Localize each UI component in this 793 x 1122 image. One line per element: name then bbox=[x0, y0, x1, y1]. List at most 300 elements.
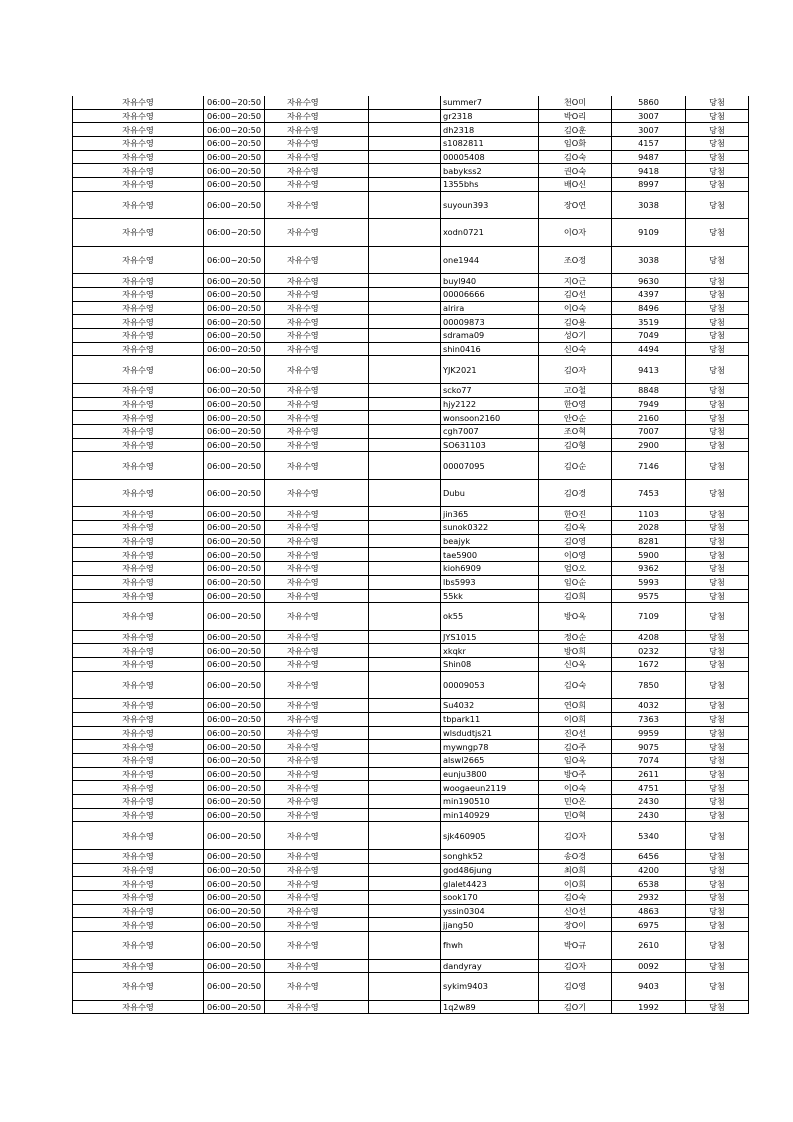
cell-result: 당첨 bbox=[686, 863, 749, 877]
cell-name: 한O진 bbox=[539, 507, 612, 521]
cell-empty bbox=[369, 356, 441, 384]
table-row bbox=[73, 452, 749, 480]
cell-user-id: 00009873 bbox=[441, 315, 539, 329]
table-row bbox=[73, 521, 749, 535]
cell-result: 당첨 bbox=[686, 891, 749, 905]
table-row bbox=[73, 726, 749, 740]
cell-number: 9109 bbox=[612, 219, 686, 247]
cell-program: 자유수영 bbox=[265, 109, 369, 123]
cell-time: 06:00~20:50 bbox=[204, 301, 265, 315]
cell-result: 당첨 bbox=[686, 452, 749, 480]
cell-result: 당첨 bbox=[686, 904, 749, 918]
cell-program: 자유수영 bbox=[265, 383, 369, 397]
cell-name: 이O숙 bbox=[539, 781, 612, 795]
cell-empty bbox=[369, 918, 441, 932]
cell-class-type: 자유수영 bbox=[73, 521, 204, 535]
cell-user-id: dandyray bbox=[441, 959, 539, 973]
cell-name: 김O순 bbox=[539, 452, 612, 480]
cell-name: 권O숙 bbox=[539, 164, 612, 178]
cell-result: 당첨 bbox=[686, 671, 749, 699]
cell-class-type: 자유수영 bbox=[73, 726, 204, 740]
cell-program: 자유수영 bbox=[265, 178, 369, 192]
cell-number: 7949 bbox=[612, 397, 686, 411]
cell-empty bbox=[369, 219, 441, 247]
cell-time: 06:00~20:50 bbox=[204, 96, 265, 109]
cell-result: 당첨 bbox=[686, 164, 749, 178]
cell-result: 당첨 bbox=[686, 822, 749, 850]
cell-result: 당첨 bbox=[686, 754, 749, 768]
cell-time: 06:00~20:50 bbox=[204, 959, 265, 973]
cell-empty bbox=[369, 699, 441, 713]
cell-empty bbox=[369, 164, 441, 178]
table-row bbox=[73, 438, 749, 452]
cell-class-type: 자유수영 bbox=[73, 109, 204, 123]
cell-number: 0232 bbox=[612, 644, 686, 658]
cell-empty bbox=[369, 973, 441, 1001]
cell-empty bbox=[369, 397, 441, 411]
cell-class-type: 자유수영 bbox=[73, 891, 204, 905]
cell-number: 7146 bbox=[612, 452, 686, 480]
cell-number: 3007 bbox=[612, 109, 686, 123]
table-row bbox=[73, 959, 749, 973]
cell-number: 9075 bbox=[612, 740, 686, 754]
cell-user-id: sook170 bbox=[441, 891, 539, 905]
cell-time: 06:00~20:50 bbox=[204, 740, 265, 754]
cell-class-type: 자유수영 bbox=[73, 315, 204, 329]
cell-result: 당첨 bbox=[686, 658, 749, 672]
cell-result: 당첨 bbox=[686, 603, 749, 631]
cell-result: 당첨 bbox=[686, 288, 749, 302]
cell-class-type: 자유수영 bbox=[73, 1000, 204, 1014]
cell-number: 9630 bbox=[612, 274, 686, 288]
cell-name: 민O혁 bbox=[539, 808, 612, 822]
cell-time: 06:00~20:50 bbox=[204, 137, 265, 151]
cell-class-type: 자유수영 bbox=[73, 973, 204, 1001]
cell-class-type: 자유수영 bbox=[73, 534, 204, 548]
cell-class-type: 자유수영 bbox=[73, 767, 204, 781]
cell-program: 자유수영 bbox=[265, 246, 369, 274]
cell-user-id: jjang50 bbox=[441, 918, 539, 932]
cell-program: 자유수영 bbox=[265, 288, 369, 302]
table-row bbox=[73, 630, 749, 644]
cell-time: 06:00~20:50 bbox=[204, 808, 265, 822]
cell-empty bbox=[369, 411, 441, 425]
cell-time: 06:00~20:50 bbox=[204, 795, 265, 809]
cell-result: 당첨 bbox=[686, 521, 749, 535]
cell-result: 당첨 bbox=[686, 329, 749, 343]
cell-empty bbox=[369, 383, 441, 397]
cell-number: 1672 bbox=[612, 658, 686, 672]
cell-class-type: 자유수영 bbox=[73, 863, 204, 877]
cell-number: 1992 bbox=[612, 1000, 686, 1014]
cell-program: 자유수영 bbox=[265, 315, 369, 329]
cell-number: 9413 bbox=[612, 356, 686, 384]
cell-class-type: 자유수영 bbox=[73, 191, 204, 219]
cell-program: 자유수영 bbox=[265, 767, 369, 781]
cell-number: 4863 bbox=[612, 904, 686, 918]
cell-number: 2028 bbox=[612, 521, 686, 535]
cell-result: 당첨 bbox=[686, 712, 749, 726]
cell-class-type: 자유수영 bbox=[73, 383, 204, 397]
cell-user-id: Su4032 bbox=[441, 699, 539, 713]
cell-name: 김O선 bbox=[539, 288, 612, 302]
cell-program: 자유수영 bbox=[265, 671, 369, 699]
cell-class-type: 자유수영 bbox=[73, 246, 204, 274]
cell-class-type: 자유수영 bbox=[73, 699, 204, 713]
cell-result: 당첨 bbox=[686, 246, 749, 274]
cell-name: 진O선 bbox=[539, 726, 612, 740]
cell-time: 06:00~20:50 bbox=[204, 507, 265, 521]
table-row bbox=[73, 123, 749, 137]
cell-time: 06:00~20:50 bbox=[204, 191, 265, 219]
cell-name: 장O이 bbox=[539, 918, 612, 932]
cell-name: 김O영 bbox=[539, 534, 612, 548]
cell-result: 당첨 bbox=[686, 178, 749, 192]
cell-program: 자유수영 bbox=[265, 411, 369, 425]
cell-number: 3038 bbox=[612, 191, 686, 219]
cell-result: 당첨 bbox=[686, 644, 749, 658]
cell-user-id: songhk52 bbox=[441, 849, 539, 863]
cell-number: 2160 bbox=[612, 411, 686, 425]
cell-name: 이O영 bbox=[539, 548, 612, 562]
cell-name: 이O숙 bbox=[539, 301, 612, 315]
cell-number: 7109 bbox=[612, 603, 686, 631]
cell-user-id: hjy2122 bbox=[441, 397, 539, 411]
cell-empty bbox=[369, 479, 441, 507]
table-row bbox=[73, 712, 749, 726]
table-row bbox=[73, 699, 749, 713]
cell-result: 당첨 bbox=[686, 479, 749, 507]
cell-class-type: 자유수영 bbox=[73, 932, 204, 960]
cell-user-id: Dubu bbox=[441, 479, 539, 507]
cell-class-type: 자유수영 bbox=[73, 356, 204, 384]
cell-time: 06:00~20:50 bbox=[204, 918, 265, 932]
cell-program: 자유수영 bbox=[265, 342, 369, 356]
cell-program: 자유수영 bbox=[265, 150, 369, 164]
table-row bbox=[73, 329, 749, 343]
cell-user-id: xodn0721 bbox=[441, 219, 539, 247]
cell-empty bbox=[369, 891, 441, 905]
cell-class-type: 자유수영 bbox=[73, 671, 204, 699]
cell-empty bbox=[369, 603, 441, 631]
cell-name: 연O희 bbox=[539, 699, 612, 713]
cell-empty bbox=[369, 452, 441, 480]
cell-empty bbox=[369, 178, 441, 192]
table-row bbox=[73, 904, 749, 918]
cell-time: 06:00~20:50 bbox=[204, 822, 265, 850]
cell-empty bbox=[369, 438, 441, 452]
cell-number: 2610 bbox=[612, 932, 686, 960]
cell-time: 06:00~20:50 bbox=[204, 726, 265, 740]
cell-empty bbox=[369, 301, 441, 315]
cell-empty bbox=[369, 191, 441, 219]
cell-number: 9487 bbox=[612, 150, 686, 164]
table-row bbox=[73, 425, 749, 439]
cell-name: 김O옥 bbox=[539, 521, 612, 535]
cell-empty bbox=[369, 1000, 441, 1014]
cell-class-type: 자유수영 bbox=[73, 603, 204, 631]
cell-name: 김O자 bbox=[539, 356, 612, 384]
cell-user-id: beajyk bbox=[441, 534, 539, 548]
cell-number: 2430 bbox=[612, 808, 686, 822]
cell-name: 김O숙 bbox=[539, 891, 612, 905]
cell-time: 06:00~20:50 bbox=[204, 123, 265, 137]
cell-result: 당첨 bbox=[686, 315, 749, 329]
cell-class-type: 자유수영 bbox=[73, 288, 204, 302]
cell-number: 7363 bbox=[612, 712, 686, 726]
cell-name: 임O옥 bbox=[539, 754, 612, 768]
cell-time: 06:00~20:50 bbox=[204, 589, 265, 603]
cell-empty bbox=[369, 767, 441, 781]
cell-user-id: fhwh bbox=[441, 932, 539, 960]
cell-program: 자유수영 bbox=[265, 425, 369, 439]
cell-number: 6538 bbox=[612, 877, 686, 891]
cell-result: 당첨 bbox=[686, 877, 749, 891]
cell-class-type: 자유수영 bbox=[73, 425, 204, 439]
cell-number: 4157 bbox=[612, 137, 686, 151]
cell-empty bbox=[369, 507, 441, 521]
cell-time: 06:00~20:50 bbox=[204, 630, 265, 644]
cell-class-type: 자유수영 bbox=[73, 548, 204, 562]
cell-number: 9362 bbox=[612, 562, 686, 576]
cell-user-id: tae5900 bbox=[441, 548, 539, 562]
cell-program: 자유수영 bbox=[265, 438, 369, 452]
cell-result: 당첨 bbox=[686, 425, 749, 439]
table-row bbox=[73, 383, 749, 397]
cell-program: 자유수영 bbox=[265, 191, 369, 219]
table-row bbox=[73, 96, 749, 109]
cell-number: 7453 bbox=[612, 479, 686, 507]
cell-result: 당첨 bbox=[686, 301, 749, 315]
cell-time: 06:00~20:50 bbox=[204, 932, 265, 960]
cell-result: 당첨 bbox=[686, 959, 749, 973]
cell-user-id: one1944 bbox=[441, 246, 539, 274]
cell-name: 김O자 bbox=[539, 959, 612, 973]
cell-time: 06:00~20:50 bbox=[204, 1000, 265, 1014]
cell-time: 06:00~20:50 bbox=[204, 891, 265, 905]
cell-class-type: 자유수영 bbox=[73, 644, 204, 658]
cell-empty bbox=[369, 562, 441, 576]
cell-time: 06:00~20:50 bbox=[204, 754, 265, 768]
cell-class-type: 자유수영 bbox=[73, 164, 204, 178]
cell-program: 자유수영 bbox=[265, 548, 369, 562]
cell-number: 5340 bbox=[612, 822, 686, 850]
cell-result: 당첨 bbox=[686, 274, 749, 288]
cell-empty bbox=[369, 795, 441, 809]
cell-class-type: 자유수영 bbox=[73, 658, 204, 672]
table-row bbox=[73, 932, 749, 960]
cell-user-id: jin365 bbox=[441, 507, 539, 521]
cell-user-id: sjk460905 bbox=[441, 822, 539, 850]
cell-program: 자유수영 bbox=[265, 575, 369, 589]
cell-user-id: alrira bbox=[441, 301, 539, 315]
cell-user-id: YJK2021 bbox=[441, 356, 539, 384]
table-row bbox=[73, 671, 749, 699]
cell-user-id: s1082811 bbox=[441, 137, 539, 151]
table-row bbox=[73, 658, 749, 672]
cell-user-id: 55kk bbox=[441, 589, 539, 603]
cell-empty bbox=[369, 534, 441, 548]
cell-number: 1103 bbox=[612, 507, 686, 521]
cell-time: 06:00~20:50 bbox=[204, 562, 265, 576]
cell-time: 06:00~20:50 bbox=[204, 658, 265, 672]
table-row bbox=[73, 342, 749, 356]
cell-name: 이O희 bbox=[539, 877, 612, 891]
cell-name: 정O순 bbox=[539, 630, 612, 644]
cell-time: 06:00~20:50 bbox=[204, 781, 265, 795]
cell-class-type: 자유수영 bbox=[73, 96, 204, 109]
cell-time: 06:00~20:50 bbox=[204, 397, 265, 411]
cell-user-id: sykim9403 bbox=[441, 973, 539, 1001]
cell-name: 신O숙 bbox=[539, 342, 612, 356]
cell-time: 06:00~20:50 bbox=[204, 383, 265, 397]
cell-name: 김O기 bbox=[539, 1000, 612, 1014]
cell-program: 자유수영 bbox=[265, 699, 369, 713]
cell-name: 장O연 bbox=[539, 191, 612, 219]
table-row bbox=[73, 891, 749, 905]
cell-user-id: summer7 bbox=[441, 96, 539, 109]
cell-result: 당첨 bbox=[686, 342, 749, 356]
cell-name: 송O경 bbox=[539, 849, 612, 863]
cell-program: 자유수영 bbox=[265, 507, 369, 521]
cell-number: 2900 bbox=[612, 438, 686, 452]
cell-program: 자유수영 bbox=[265, 863, 369, 877]
cell-empty bbox=[369, 630, 441, 644]
cell-user-id: min190510 bbox=[441, 795, 539, 809]
cell-class-type: 자유수영 bbox=[73, 562, 204, 576]
cell-number: 5993 bbox=[612, 575, 686, 589]
cell-time: 06:00~20:50 bbox=[204, 973, 265, 1001]
cell-name: 엄O오 bbox=[539, 562, 612, 576]
table-row bbox=[73, 644, 749, 658]
cell-program: 자유수영 bbox=[265, 96, 369, 109]
cell-program: 자유수영 bbox=[265, 1000, 369, 1014]
cell-result: 당첨 bbox=[686, 109, 749, 123]
cell-result: 당첨 bbox=[686, 932, 749, 960]
cell-empty bbox=[369, 288, 441, 302]
cell-empty bbox=[369, 137, 441, 151]
cell-program: 자유수영 bbox=[265, 123, 369, 137]
cell-number: 3038 bbox=[612, 246, 686, 274]
cell-time: 06:00~20:50 bbox=[204, 849, 265, 863]
table-row bbox=[73, 863, 749, 877]
cell-program: 자유수영 bbox=[265, 301, 369, 315]
cell-program: 자유수영 bbox=[265, 630, 369, 644]
cell-result: 당첨 bbox=[686, 356, 749, 384]
cell-name: 최O희 bbox=[539, 863, 612, 877]
cell-name: 신O옥 bbox=[539, 658, 612, 672]
cell-number: 3519 bbox=[612, 315, 686, 329]
cell-user-id: tbpark11 bbox=[441, 712, 539, 726]
cell-empty bbox=[369, 329, 441, 343]
table-row bbox=[73, 191, 749, 219]
cell-result: 당첨 bbox=[686, 219, 749, 247]
cell-result: 당첨 bbox=[686, 918, 749, 932]
cell-empty bbox=[369, 726, 441, 740]
table-row bbox=[73, 411, 749, 425]
cell-user-id: mywngp78 bbox=[441, 740, 539, 754]
cell-user-id: 00005408 bbox=[441, 150, 539, 164]
cell-number: 7007 bbox=[612, 425, 686, 439]
cell-program: 자유수영 bbox=[265, 164, 369, 178]
cell-time: 06:00~20:50 bbox=[204, 644, 265, 658]
cell-class-type: 자유수영 bbox=[73, 397, 204, 411]
cell-name: 박O규 bbox=[539, 932, 612, 960]
cell-program: 자유수영 bbox=[265, 603, 369, 631]
cell-user-id: wonsoon2160 bbox=[441, 411, 539, 425]
cell-program: 자유수영 bbox=[265, 479, 369, 507]
cell-program: 자유수영 bbox=[265, 822, 369, 850]
cell-result: 당첨 bbox=[686, 767, 749, 781]
table-row bbox=[73, 150, 749, 164]
cell-program: 자유수영 bbox=[265, 754, 369, 768]
cell-user-id: min140929 bbox=[441, 808, 539, 822]
cell-user-id: wlsdudtjs21 bbox=[441, 726, 539, 740]
cell-empty bbox=[369, 863, 441, 877]
cell-empty bbox=[369, 808, 441, 822]
cell-class-type: 자유수영 bbox=[73, 630, 204, 644]
table-row bbox=[73, 397, 749, 411]
table-row bbox=[73, 849, 749, 863]
cell-time: 06:00~20:50 bbox=[204, 699, 265, 713]
table-row bbox=[73, 781, 749, 795]
cell-program: 자유수영 bbox=[265, 973, 369, 1001]
cell-empty bbox=[369, 849, 441, 863]
cell-user-id: alswl2665 bbox=[441, 754, 539, 768]
cell-user-id: god486jung bbox=[441, 863, 539, 877]
cell-number: 6975 bbox=[612, 918, 686, 932]
table-body bbox=[73, 96, 749, 1014]
cell-time: 06:00~20:50 bbox=[204, 671, 265, 699]
cell-name: 민O온 bbox=[539, 795, 612, 809]
cell-empty bbox=[369, 658, 441, 672]
cell-class-type: 자유수영 bbox=[73, 219, 204, 247]
cell-result: 당첨 bbox=[686, 96, 749, 109]
cell-user-id: dh2318 bbox=[441, 123, 539, 137]
table-row bbox=[73, 109, 749, 123]
cell-program: 자유수영 bbox=[265, 932, 369, 960]
cell-time: 06:00~20:50 bbox=[204, 164, 265, 178]
cell-program: 자유수영 bbox=[265, 534, 369, 548]
cell-result: 당첨 bbox=[686, 534, 749, 548]
cell-user-id: buyl940 bbox=[441, 274, 539, 288]
cell-time: 06:00~20:50 bbox=[204, 274, 265, 288]
cell-program: 자유수영 bbox=[265, 329, 369, 343]
table-row bbox=[73, 356, 749, 384]
cell-empty bbox=[369, 644, 441, 658]
table-row bbox=[73, 822, 749, 850]
cell-time: 06:00~20:50 bbox=[204, 767, 265, 781]
cell-class-type: 자유수영 bbox=[73, 822, 204, 850]
cell-program: 자유수영 bbox=[265, 644, 369, 658]
cell-user-id: 00006666 bbox=[441, 288, 539, 302]
cell-name: 방O주 bbox=[539, 767, 612, 781]
cell-result: 당첨 bbox=[686, 1000, 749, 1014]
cell-user-id: 1355bhs bbox=[441, 178, 539, 192]
cell-empty bbox=[369, 150, 441, 164]
cell-name: 방O희 bbox=[539, 644, 612, 658]
cell-number: 4032 bbox=[612, 699, 686, 713]
cell-name: 성O기 bbox=[539, 329, 612, 343]
cell-user-id: sunok0322 bbox=[441, 521, 539, 535]
cell-user-id: sdrama09 bbox=[441, 329, 539, 343]
cell-empty bbox=[369, 96, 441, 109]
cell-name: 고O철 bbox=[539, 383, 612, 397]
cell-result: 당첨 bbox=[686, 699, 749, 713]
cell-empty bbox=[369, 740, 441, 754]
cell-number: 8281 bbox=[612, 534, 686, 548]
cell-empty bbox=[369, 959, 441, 973]
